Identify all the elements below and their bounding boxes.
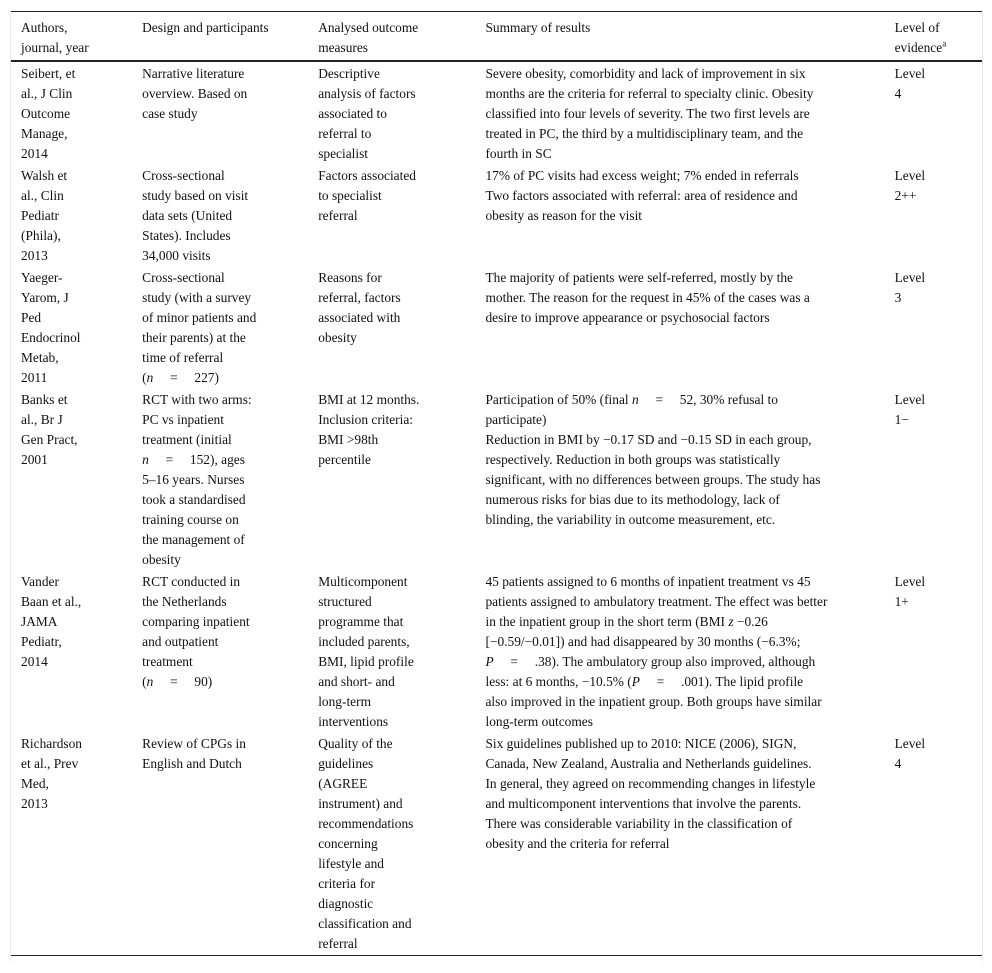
cell-design: Cross-sectional study (with a survey of minor patients and their parents) at the time of referral (n = 227)	[142, 270, 257, 385]
table-header	[11, 12, 982, 62]
table-row	[11, 164, 982, 266]
header-outcome: Analysed outcome measures	[318, 20, 419, 55]
cell-level: Level 3	[894, 270, 926, 305]
cell-summary: 17% of PC visits had excess weight; 7% ended in referrals Two factors associated with referral: area of residence and obesity as reason for the visit	[485, 168, 799, 223]
header-summary: Summary of results	[485, 20, 591, 35]
cell-summary: Severe obesity, comorbidity and lack of improvement in six months are the criteria for referral to specialty clinic. Obesity classified into four levels of severity. The two first levels are treated in PC, the third by a multidisciplinary team, and the fourth in SC	[485, 66, 814, 161]
cell-authors: Banks et al., Br J Gen Pract, 2001	[21, 392, 78, 467]
cell-design: RCT conducted in the Netherlands comparing inpatient and outpatient treatment (n = 90)	[142, 574, 250, 689]
header-row	[11, 12, 982, 62]
header-level-evidence: evidence	[894, 40, 943, 55]
cell-summary: The majority of patients were self-referred, mostly by the mother. The reason for the request in 45% of the cases was a desire to improve appearance or psychosocial factors	[485, 270, 810, 325]
cell-design: Cross-sectional study based on visit data sets (United States). Includes 34,000 visits	[142, 168, 249, 263]
cell-outcome: Quality of the guidelines (AGREE instrument) and recommendations concerning lifestyle and criteria for diagnostic classification and referral	[318, 736, 414, 951]
cell-summary: Participation of 50% (final n = 52, 30% refusal to participate) Reduction in BMI by −0.17 SD and −0.15 SD in each group, respectively. Reduction in both groups was statistically significant, with no differences between groups. The study has numerous risks for bias due to its methodology, lack of blinding, the variability in outcome measurement, etc.	[485, 392, 821, 527]
cell-summary: 45 patients assigned to 6 months of inpatient treatment vs 45 patients assigned to ambulatory treatment. The effect was better in the inpatient group in the short term (BMI z −0.26 [−0.59/−0.01]) and had disappeared by 30 months (−6.3%; P = .38). The ambulatory group also improved, although less: at 6 months, −10.5% (P = .001). The lipid profile also improved in the inpatient group. Both groups have similar long-term outcomes	[485, 574, 828, 729]
table-row	[11, 732, 982, 956]
table-row	[11, 61, 982, 164]
table-row	[11, 388, 982, 570]
cell-outcome: Reasons for referral, factors associated with obesity	[318, 270, 401, 345]
header-level: Level of evidence$^a$	[894, 20, 947, 55]
evidence-table	[11, 11, 982, 956]
cell-design: RCT with two arms: PC vs inpatient treatment (initial n = 152), ages 5–16 years. Nurses took a standardised training course on the management of obesity	[142, 392, 252, 567]
cell-level: Level 4	[894, 736, 926, 771]
cell-authors: Vander Baan et al., JAMA Pediatr, 2014	[21, 574, 82, 669]
header-authors: Authors, journal, year	[21, 20, 89, 55]
cell-authors: Walsh et al., Clin Pediatr (Phila), 2013	[21, 168, 68, 263]
cell-summary: Six guidelines published up to 2010: NICE (2006), SIGN, Canada, New Zealand, Australia and Netherlands guidelines. In general, they agreed on recommending changes in lifestyle and multicomponent interventions that involve the parents. There was considerable variability in the classification of obesity and the criteria for referral	[485, 736, 816, 851]
cell-outcome: Multicomponent structured programme that included parents, BMI, lipid profile and short- and long-term interventions	[318, 574, 414, 729]
cell-design: Review of CPGs in English and Dutch	[142, 736, 246, 771]
cell-outcome: BMI at 12 months. Inclusion criteria: BMI >98th percentile	[318, 392, 420, 467]
cell-authors: Seibert, et al., J Clin Outcome Manage, 2014	[21, 66, 76, 161]
footnote-marker: a	[942, 38, 947, 49]
cell-design: Narrative literature overview. Based on case study	[142, 66, 248, 121]
table-row	[11, 266, 982, 388]
cell-outcome: Descriptive analysis of factors associated to referral to specialist	[318, 66, 416, 161]
cell-level: Level 4	[894, 66, 926, 101]
cell-authors: Yaeger- Yarom, J Ped Endocrinol Metab, 2011	[21, 270, 81, 385]
cell-level: Level 2++	[894, 168, 926, 203]
cell-level: Level 1−	[894, 392, 926, 427]
header-design: Design and participants	[142, 20, 269, 35]
evidence-table-container	[10, 11, 983, 961]
cell-authors: Richardson et al., Prev Med, 2013	[21, 736, 82, 811]
cell-outcome: Factors associated to specialist referral	[318, 168, 416, 223]
table-row	[11, 570, 982, 732]
cell-level: Level 1+	[894, 574, 926, 609]
